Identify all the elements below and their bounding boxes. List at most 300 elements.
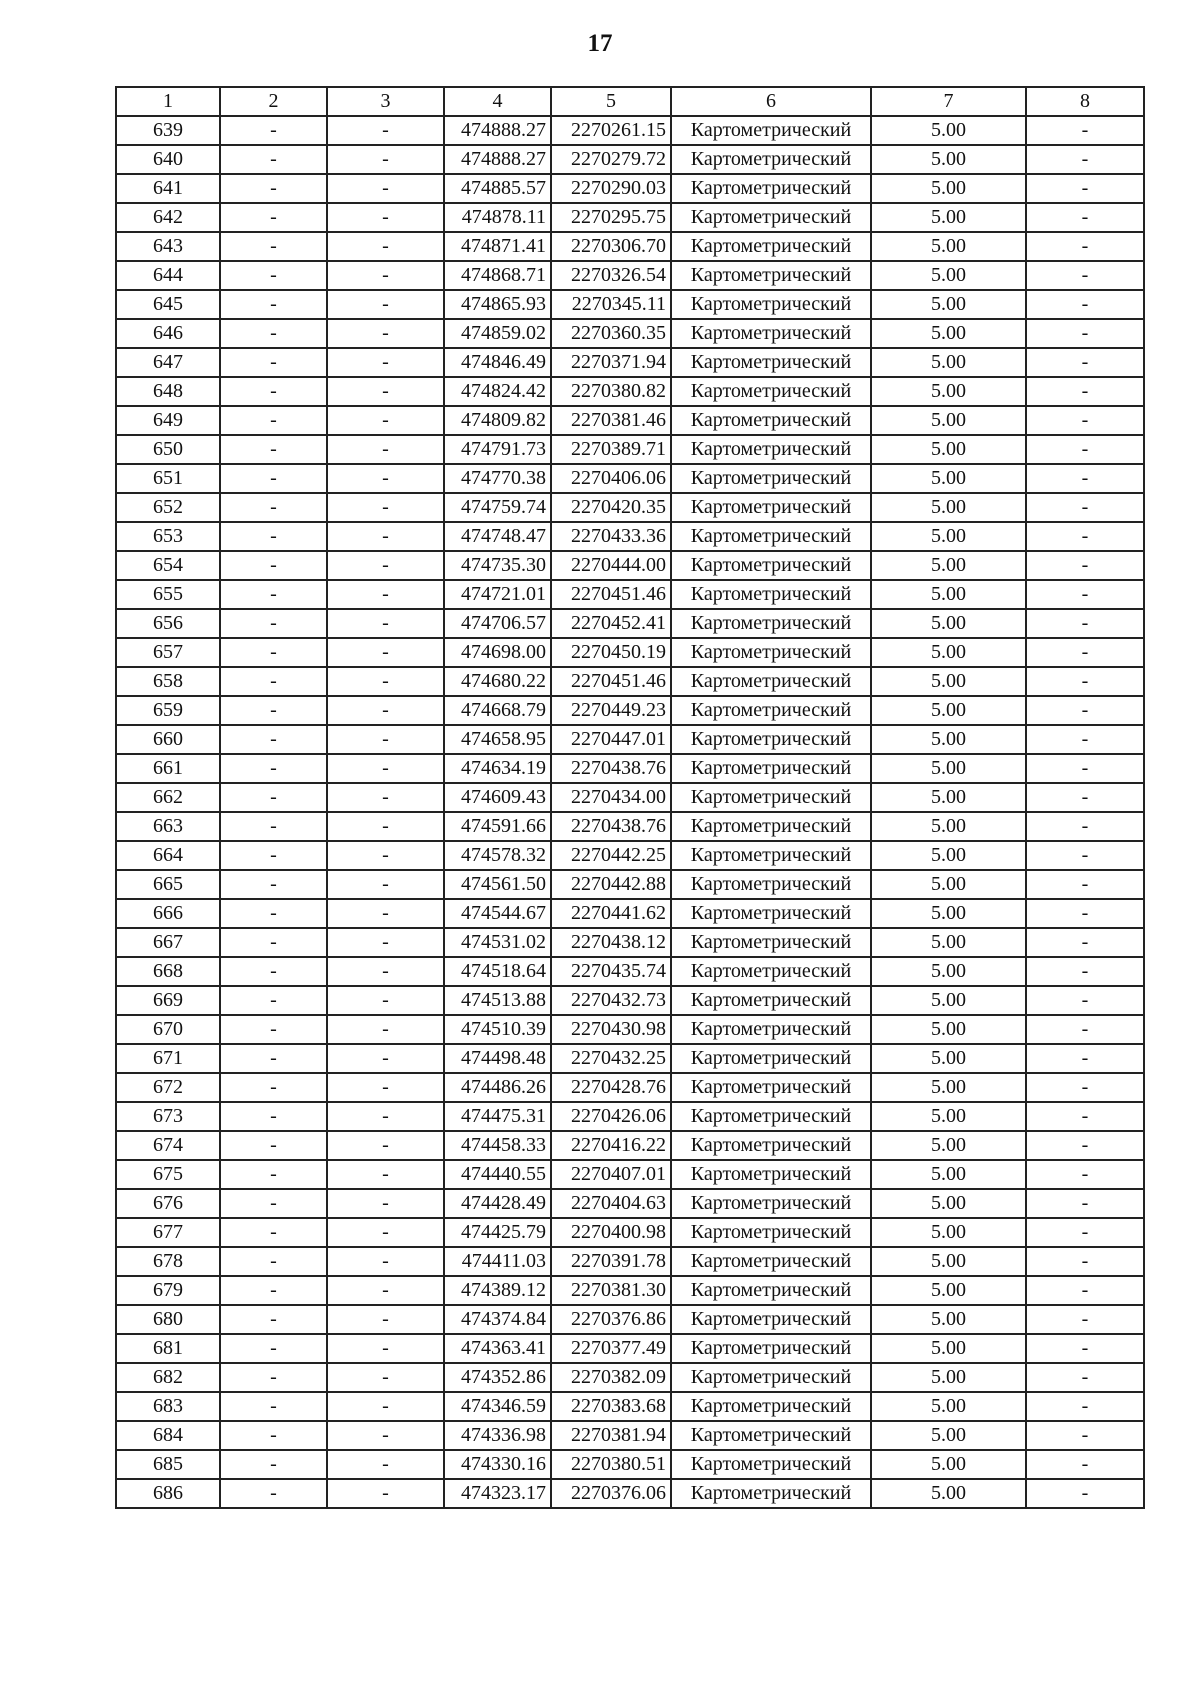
- y-coordinate-cell: 2270438.76: [551, 754, 671, 783]
- col2-cell: -: [220, 899, 327, 928]
- col8-cell: -: [1026, 116, 1144, 145]
- col3-cell: -: [327, 522, 444, 551]
- table-row: [116, 812, 1144, 841]
- point-number-cell: 683: [116, 1392, 220, 1421]
- col8-cell: -: [1026, 435, 1144, 464]
- y-coordinate-cell: 2270442.88: [551, 870, 671, 899]
- col8-cell: -: [1026, 1073, 1144, 1102]
- precision-cell: 5.00: [871, 232, 1026, 261]
- col3-cell: -: [327, 1131, 444, 1160]
- method-cell: Картометрический: [671, 1044, 871, 1073]
- col8-cell: -: [1026, 783, 1144, 812]
- x-coordinate-cell: 474721.01: [444, 580, 551, 609]
- method-cell: Картометрический: [671, 203, 871, 232]
- method-cell: Картометрический: [671, 1160, 871, 1189]
- table-row: [116, 1450, 1144, 1479]
- y-coordinate-cell: 2270444.00: [551, 551, 671, 580]
- col3-cell: -: [327, 1044, 444, 1073]
- col8-cell: -: [1026, 841, 1144, 870]
- precision-cell: 5.00: [871, 986, 1026, 1015]
- method-cell: Картометрический: [671, 609, 871, 638]
- method-cell: Картометрический: [671, 551, 871, 580]
- precision-cell: 5.00: [871, 1044, 1026, 1073]
- col2-cell: -: [220, 348, 327, 377]
- x-coordinate-cell: 474748.47: [444, 522, 551, 551]
- method-cell: Картометрический: [671, 1334, 871, 1363]
- col3-cell: -: [327, 1392, 444, 1421]
- table-row: [116, 261, 1144, 290]
- table-row: [116, 957, 1144, 986]
- col2-cell: -: [220, 1044, 327, 1073]
- col2-cell: -: [220, 522, 327, 551]
- point-number-cell: 680: [116, 1305, 220, 1334]
- point-number-cell: 668: [116, 957, 220, 986]
- col2-cell: -: [220, 406, 327, 435]
- method-cell: Картометрический: [671, 232, 871, 261]
- col2-cell: -: [220, 638, 327, 667]
- method-cell: Картометрический: [671, 1392, 871, 1421]
- method-cell: Картометрический: [671, 841, 871, 870]
- col8-cell: -: [1026, 1218, 1144, 1247]
- x-coordinate-cell: 474363.41: [444, 1334, 551, 1363]
- y-coordinate-cell: 2270434.00: [551, 783, 671, 812]
- column-header: 3: [327, 87, 444, 116]
- col3-cell: -: [327, 696, 444, 725]
- col3-cell: -: [327, 1247, 444, 1276]
- point-number-cell: 676: [116, 1189, 220, 1218]
- column-header: 5: [551, 87, 671, 116]
- method-cell: Картометрический: [671, 290, 871, 319]
- y-coordinate-cell: 2270438.12: [551, 928, 671, 957]
- table-row: [116, 203, 1144, 232]
- table-row: [116, 348, 1144, 377]
- precision-cell: 5.00: [871, 464, 1026, 493]
- method-cell: Картометрический: [671, 696, 871, 725]
- point-number-cell: 644: [116, 261, 220, 290]
- col2-cell: -: [220, 812, 327, 841]
- point-number-cell: 686: [116, 1479, 220, 1508]
- point-number-cell: 666: [116, 899, 220, 928]
- x-coordinate-cell: 474706.57: [444, 609, 551, 638]
- y-coordinate-cell: 2270447.01: [551, 725, 671, 754]
- precision-cell: 5.00: [871, 203, 1026, 232]
- method-cell: Картометрический: [671, 464, 871, 493]
- column-header: 4: [444, 87, 551, 116]
- precision-cell: 5.00: [871, 261, 1026, 290]
- table-row: [116, 1334, 1144, 1363]
- method-cell: Картометрический: [671, 1276, 871, 1305]
- x-coordinate-cell: 474346.59: [444, 1392, 551, 1421]
- method-cell: Картометрический: [671, 174, 871, 203]
- table-row: [116, 1073, 1144, 1102]
- precision-cell: 5.00: [871, 1189, 1026, 1218]
- y-coordinate-cell: 2270420.35: [551, 493, 671, 522]
- precision-cell: 5.00: [871, 754, 1026, 783]
- precision-cell: 5.00: [871, 1102, 1026, 1131]
- precision-cell: 5.00: [871, 1450, 1026, 1479]
- method-cell: Картометрический: [671, 783, 871, 812]
- col2-cell: -: [220, 1102, 327, 1131]
- col2-cell: -: [220, 870, 327, 899]
- precision-cell: 5.00: [871, 841, 1026, 870]
- col2-cell: -: [220, 174, 327, 203]
- y-coordinate-cell: 2270406.06: [551, 464, 671, 493]
- method-cell: Картометрический: [671, 406, 871, 435]
- y-coordinate-cell: 2270383.68: [551, 1392, 671, 1421]
- precision-cell: 5.00: [871, 290, 1026, 319]
- col3-cell: -: [327, 203, 444, 232]
- x-coordinate-cell: 474668.79: [444, 696, 551, 725]
- y-coordinate-cell: 2270371.94: [551, 348, 671, 377]
- point-number-cell: 675: [116, 1160, 220, 1189]
- x-coordinate-cell: 474428.49: [444, 1189, 551, 1218]
- method-cell: Картометрический: [671, 1363, 871, 1392]
- col8-cell: -: [1026, 1305, 1144, 1334]
- col2-cell: -: [220, 261, 327, 290]
- table-row: [116, 754, 1144, 783]
- col2-cell: -: [220, 609, 327, 638]
- col8-cell: -: [1026, 696, 1144, 725]
- col8-cell: -: [1026, 203, 1144, 232]
- point-number-cell: 648: [116, 377, 220, 406]
- col2-cell: -: [220, 435, 327, 464]
- col3-cell: -: [327, 493, 444, 522]
- table-row: [116, 1015, 1144, 1044]
- table-row: [116, 145, 1144, 174]
- precision-cell: 5.00: [871, 377, 1026, 406]
- col3-cell: -: [327, 1102, 444, 1131]
- page-number: 17: [587, 30, 613, 57]
- point-number-cell: 664: [116, 841, 220, 870]
- y-coordinate-cell: 2270381.30: [551, 1276, 671, 1305]
- method-cell: Картометрический: [671, 435, 871, 464]
- y-coordinate-cell: 2270295.75: [551, 203, 671, 232]
- col2-cell: -: [220, 1334, 327, 1363]
- precision-cell: 5.00: [871, 696, 1026, 725]
- point-number-cell: 649: [116, 406, 220, 435]
- table-row: [116, 841, 1144, 870]
- col8-cell: -: [1026, 1102, 1144, 1131]
- col3-cell: -: [327, 957, 444, 986]
- col3-cell: -: [327, 580, 444, 609]
- precision-cell: 5.00: [871, 319, 1026, 348]
- x-coordinate-cell: 474591.66: [444, 812, 551, 841]
- x-coordinate-cell: 474888.27: [444, 145, 551, 174]
- x-coordinate-cell: 474888.27: [444, 116, 551, 145]
- point-number-cell: 662: [116, 783, 220, 812]
- col2-cell: -: [220, 783, 327, 812]
- table-row: [116, 696, 1144, 725]
- col3-cell: -: [327, 638, 444, 667]
- col2-cell: -: [220, 551, 327, 580]
- table-row: [116, 725, 1144, 754]
- col2-cell: -: [220, 464, 327, 493]
- col8-cell: -: [1026, 899, 1144, 928]
- col2-cell: -: [220, 377, 327, 406]
- col8-cell: -: [1026, 1276, 1144, 1305]
- table-row: [116, 290, 1144, 319]
- x-coordinate-cell: 474878.11: [444, 203, 551, 232]
- col3-cell: -: [327, 464, 444, 493]
- col3-cell: -: [327, 406, 444, 435]
- col2-cell: -: [220, 290, 327, 319]
- x-coordinate-cell: 474658.95: [444, 725, 551, 754]
- method-cell: Картометрический: [671, 754, 871, 783]
- col2-cell: -: [220, 1189, 327, 1218]
- col2-cell: -: [220, 1131, 327, 1160]
- col8-cell: -: [1026, 1479, 1144, 1508]
- col2-cell: -: [220, 1015, 327, 1044]
- x-coordinate-cell: 474513.88: [444, 986, 551, 1015]
- y-coordinate-cell: 2270389.71: [551, 435, 671, 464]
- method-cell: Картометрический: [671, 377, 871, 406]
- point-number-cell: 684: [116, 1421, 220, 1450]
- col3-cell: -: [327, 1160, 444, 1189]
- col2-cell: -: [220, 203, 327, 232]
- col3-cell: -: [327, 261, 444, 290]
- point-number-cell: 651: [116, 464, 220, 493]
- point-number-cell: 646: [116, 319, 220, 348]
- table-row: [116, 928, 1144, 957]
- table-row: [116, 1421, 1144, 1450]
- col2-cell: -: [220, 1218, 327, 1247]
- column-header: 6: [671, 87, 871, 116]
- col3-cell: -: [327, 870, 444, 899]
- col3-cell: -: [327, 1073, 444, 1102]
- x-coordinate-cell: 474824.42: [444, 377, 551, 406]
- col3-cell: -: [327, 145, 444, 174]
- col3-cell: -: [327, 754, 444, 783]
- table-row: [116, 551, 1144, 580]
- col3-cell: -: [327, 1334, 444, 1363]
- col2-cell: -: [220, 957, 327, 986]
- table-row: [116, 580, 1144, 609]
- column-header: 7: [871, 87, 1026, 116]
- precision-cell: 5.00: [871, 609, 1026, 638]
- col3-cell: -: [327, 1363, 444, 1392]
- x-coordinate-cell: 474809.82: [444, 406, 551, 435]
- point-number-cell: 682: [116, 1363, 220, 1392]
- col8-cell: -: [1026, 1450, 1144, 1479]
- col8-cell: -: [1026, 493, 1144, 522]
- precision-cell: 5.00: [871, 957, 1026, 986]
- precision-cell: 5.00: [871, 174, 1026, 203]
- precision-cell: 5.00: [871, 899, 1026, 928]
- x-coordinate-cell: 474885.57: [444, 174, 551, 203]
- point-number-cell: 678: [116, 1247, 220, 1276]
- col3-cell: -: [327, 1305, 444, 1334]
- col3-cell: -: [327, 174, 444, 203]
- table-row: [116, 435, 1144, 464]
- col2-cell: -: [220, 725, 327, 754]
- method-cell: Картометрический: [671, 580, 871, 609]
- col3-cell: -: [327, 435, 444, 464]
- method-cell: Картометрический: [671, 1421, 871, 1450]
- method-cell: Картометрический: [671, 667, 871, 696]
- col8-cell: -: [1026, 609, 1144, 638]
- col2-cell: -: [220, 841, 327, 870]
- col8-cell: -: [1026, 870, 1144, 899]
- col8-cell: -: [1026, 464, 1144, 493]
- y-coordinate-cell: 2270404.63: [551, 1189, 671, 1218]
- col8-cell: -: [1026, 145, 1144, 174]
- method-cell: Картометрический: [671, 638, 871, 667]
- col3-cell: -: [327, 725, 444, 754]
- table-row: [116, 174, 1144, 203]
- col2-cell: -: [220, 1421, 327, 1450]
- col2-cell: -: [220, 1363, 327, 1392]
- col8-cell: -: [1026, 1363, 1144, 1392]
- column-header: 2: [220, 87, 327, 116]
- precision-cell: 5.00: [871, 1015, 1026, 1044]
- x-coordinate-cell: 474680.22: [444, 667, 551, 696]
- method-cell: Картометрический: [671, 1102, 871, 1131]
- col8-cell: -: [1026, 174, 1144, 203]
- method-cell: Картометрический: [671, 1479, 871, 1508]
- point-number-cell: 654: [116, 551, 220, 580]
- col8-cell: -: [1026, 1160, 1144, 1189]
- x-coordinate-cell: 474458.33: [444, 1131, 551, 1160]
- col8-cell: -: [1026, 638, 1144, 667]
- y-coordinate-cell: 2270441.62: [551, 899, 671, 928]
- x-coordinate-cell: 474330.16: [444, 1450, 551, 1479]
- y-coordinate-cell: 2270380.51: [551, 1450, 671, 1479]
- point-number-cell: 652: [116, 493, 220, 522]
- y-coordinate-cell: 2270345.11: [551, 290, 671, 319]
- point-number-cell: 669: [116, 986, 220, 1015]
- col8-cell: -: [1026, 957, 1144, 986]
- col8-cell: -: [1026, 551, 1144, 580]
- col8-cell: -: [1026, 1189, 1144, 1218]
- precision-cell: 5.00: [871, 348, 1026, 377]
- precision-cell: 5.00: [871, 1131, 1026, 1160]
- col3-cell: -: [327, 348, 444, 377]
- y-coordinate-cell: 2270435.74: [551, 957, 671, 986]
- point-number-cell: 653: [116, 522, 220, 551]
- precision-cell: 5.00: [871, 493, 1026, 522]
- col3-cell: -: [327, 551, 444, 580]
- y-coordinate-cell: 2270449.23: [551, 696, 671, 725]
- col2-cell: -: [220, 928, 327, 957]
- col8-cell: -: [1026, 1421, 1144, 1450]
- method-cell: Картометрический: [671, 725, 871, 754]
- col3-cell: -: [327, 377, 444, 406]
- point-number-cell: 639: [116, 116, 220, 145]
- precision-cell: 5.00: [871, 116, 1026, 145]
- point-number-cell: 685: [116, 1450, 220, 1479]
- col8-cell: -: [1026, 1015, 1144, 1044]
- method-cell: Картометрический: [671, 1189, 871, 1218]
- table-row: [116, 870, 1144, 899]
- y-coordinate-cell: 2270452.41: [551, 609, 671, 638]
- table-row: [116, 1218, 1144, 1247]
- y-coordinate-cell: 2270382.09: [551, 1363, 671, 1392]
- col3-cell: -: [327, 1479, 444, 1508]
- table-row: [116, 1160, 1144, 1189]
- coordinates-table: [115, 86, 1145, 1509]
- y-coordinate-cell: 2270407.01: [551, 1160, 671, 1189]
- y-coordinate-cell: 2270450.19: [551, 638, 671, 667]
- point-number-cell: 661: [116, 754, 220, 783]
- point-number-cell: 643: [116, 232, 220, 261]
- x-coordinate-cell: 474510.39: [444, 1015, 551, 1044]
- table-row: [116, 1363, 1144, 1392]
- x-coordinate-cell: 474486.26: [444, 1073, 551, 1102]
- method-cell: Картометрический: [671, 899, 871, 928]
- col8-cell: -: [1026, 1392, 1144, 1421]
- y-coordinate-cell: 2270376.06: [551, 1479, 671, 1508]
- y-coordinate-cell: 2270433.36: [551, 522, 671, 551]
- col2-cell: -: [220, 696, 327, 725]
- table-body: [116, 116, 1144, 1508]
- method-cell: Картометрический: [671, 1450, 871, 1479]
- table-row: [116, 522, 1144, 551]
- col2-cell: -: [220, 1247, 327, 1276]
- table-row: [116, 464, 1144, 493]
- table-row: [116, 638, 1144, 667]
- col8-cell: -: [1026, 348, 1144, 377]
- method-cell: Картометрический: [671, 870, 871, 899]
- x-coordinate-cell: 474634.19: [444, 754, 551, 783]
- y-coordinate-cell: 2270432.73: [551, 986, 671, 1015]
- col3-cell: -: [327, 116, 444, 145]
- col8-cell: -: [1026, 986, 1144, 1015]
- col2-cell: -: [220, 1479, 327, 1508]
- col2-cell: -: [220, 1392, 327, 1421]
- point-number-cell: 647: [116, 348, 220, 377]
- precision-cell: 5.00: [871, 1218, 1026, 1247]
- col2-cell: -: [220, 1160, 327, 1189]
- col3-cell: -: [327, 1189, 444, 1218]
- col3-cell: -: [327, 319, 444, 348]
- y-coordinate-cell: 2270290.03: [551, 174, 671, 203]
- col2-cell: -: [220, 754, 327, 783]
- col3-cell: -: [327, 986, 444, 1015]
- y-coordinate-cell: 2270451.46: [551, 667, 671, 696]
- y-coordinate-cell: 2270261.15: [551, 116, 671, 145]
- table-row: [116, 319, 1144, 348]
- method-cell: Картометрический: [671, 319, 871, 348]
- method-cell: Картометрический: [671, 261, 871, 290]
- method-cell: Картометрический: [671, 1218, 871, 1247]
- col8-cell: -: [1026, 232, 1144, 261]
- col3-cell: -: [327, 928, 444, 957]
- method-cell: Картометрический: [671, 145, 871, 174]
- x-coordinate-cell: 474578.32: [444, 841, 551, 870]
- method-cell: Картометрический: [671, 493, 871, 522]
- y-coordinate-cell: 2270438.76: [551, 812, 671, 841]
- x-coordinate-cell: 474389.12: [444, 1276, 551, 1305]
- y-coordinate-cell: 2270381.94: [551, 1421, 671, 1450]
- point-number-cell: 665: [116, 870, 220, 899]
- table-row: [116, 1189, 1144, 1218]
- x-coordinate-cell: 474698.00: [444, 638, 551, 667]
- point-number-cell: 658: [116, 667, 220, 696]
- method-cell: Картометрический: [671, 348, 871, 377]
- col8-cell: -: [1026, 290, 1144, 319]
- x-coordinate-cell: 474846.49: [444, 348, 551, 377]
- x-coordinate-cell: 474498.48: [444, 1044, 551, 1073]
- header-row: [116, 87, 1144, 116]
- precision-cell: 5.00: [871, 406, 1026, 435]
- x-coordinate-cell: 474374.84: [444, 1305, 551, 1334]
- x-coordinate-cell: 474561.50: [444, 870, 551, 899]
- point-number-cell: 673: [116, 1102, 220, 1131]
- x-coordinate-cell: 474865.93: [444, 290, 551, 319]
- y-coordinate-cell: 2270442.25: [551, 841, 671, 870]
- table-row: [116, 609, 1144, 638]
- table-row: [116, 986, 1144, 1015]
